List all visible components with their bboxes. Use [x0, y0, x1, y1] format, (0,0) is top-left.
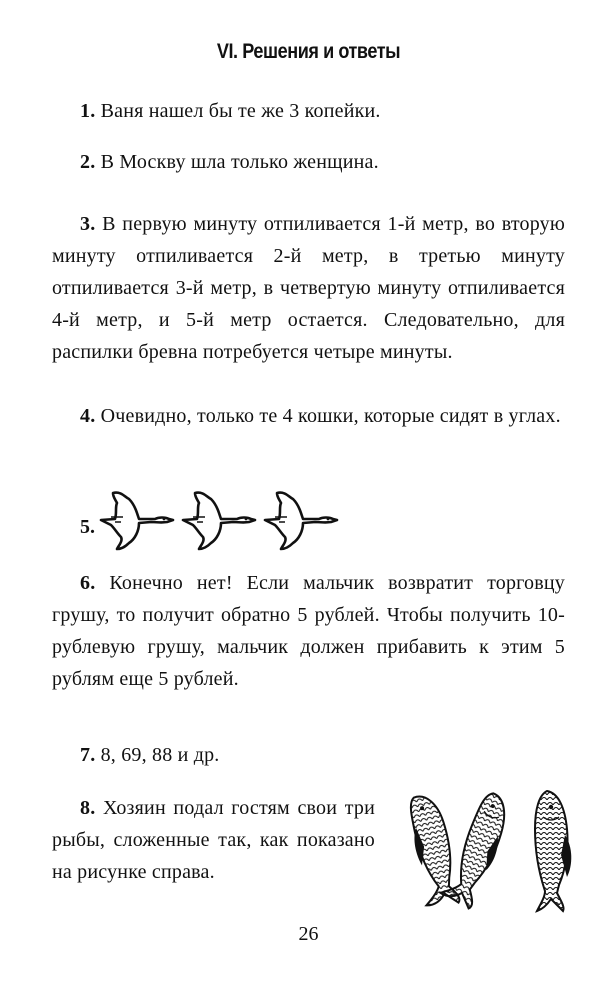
answer-5 [80, 485, 345, 555]
answer-2 [52, 146, 565, 178]
answer-number: 6. [80, 572, 96, 594]
answer-number: 4. [80, 405, 96, 427]
answer-4 [52, 400, 565, 432]
answer-text: Конечно нет! Если мальчик возвратит торговцу грушу, то получит обратно 5 рублей. Чтобы получить 10-рублевую грушу, мальчик должен прибавить к этим 5 рублям еще 5 рублей. [52, 572, 565, 690]
goose-icon [263, 489, 341, 551]
answer-3 [52, 208, 565, 368]
answer-text: Очевидно, только те 4 кошки, которые сидят в углах. [100, 405, 561, 427]
answer-text: В Москву шла только женщина. [100, 151, 379, 173]
page-number: 26 [298, 923, 319, 945]
goose-icon [181, 489, 259, 551]
answer-number: 7. [80, 744, 96, 766]
answer-text: Ваня нашел бы те же 3 копейки. [100, 100, 381, 122]
answer-8 [52, 792, 375, 888]
answer-number: 2. [80, 151, 96, 173]
answer-number: 3. [80, 213, 96, 235]
answer-number: 8. [80, 797, 96, 819]
answer-number: 5. [80, 515, 95, 538]
goose-icon [99, 489, 177, 551]
fish-illustration-icon [397, 785, 582, 920]
answer-7 [52, 739, 565, 771]
answer-text: Хозяин подал гостям свои три рыбы, сложенные так, как показано на рисунке справа. [52, 797, 375, 883]
answer-text: В первую минуту отпиливается 1-й метр, во вторую минуту отпиливается 2-й метр, в третью минуту отпиливается 3-й метр, в четвертую минуту отпиливается 4-й метр, и 5-й метр остается. Следовательно, для распилки бревна потребуется четыре минуты. [52, 213, 566, 363]
section-title: VI. Решения и ответы [216, 40, 401, 63]
answer-number: 1. [80, 100, 96, 122]
answer-text: 8, 69, 88 и др. [100, 744, 220, 766]
answer-6 [52, 567, 565, 695]
answer-1 [52, 95, 565, 127]
